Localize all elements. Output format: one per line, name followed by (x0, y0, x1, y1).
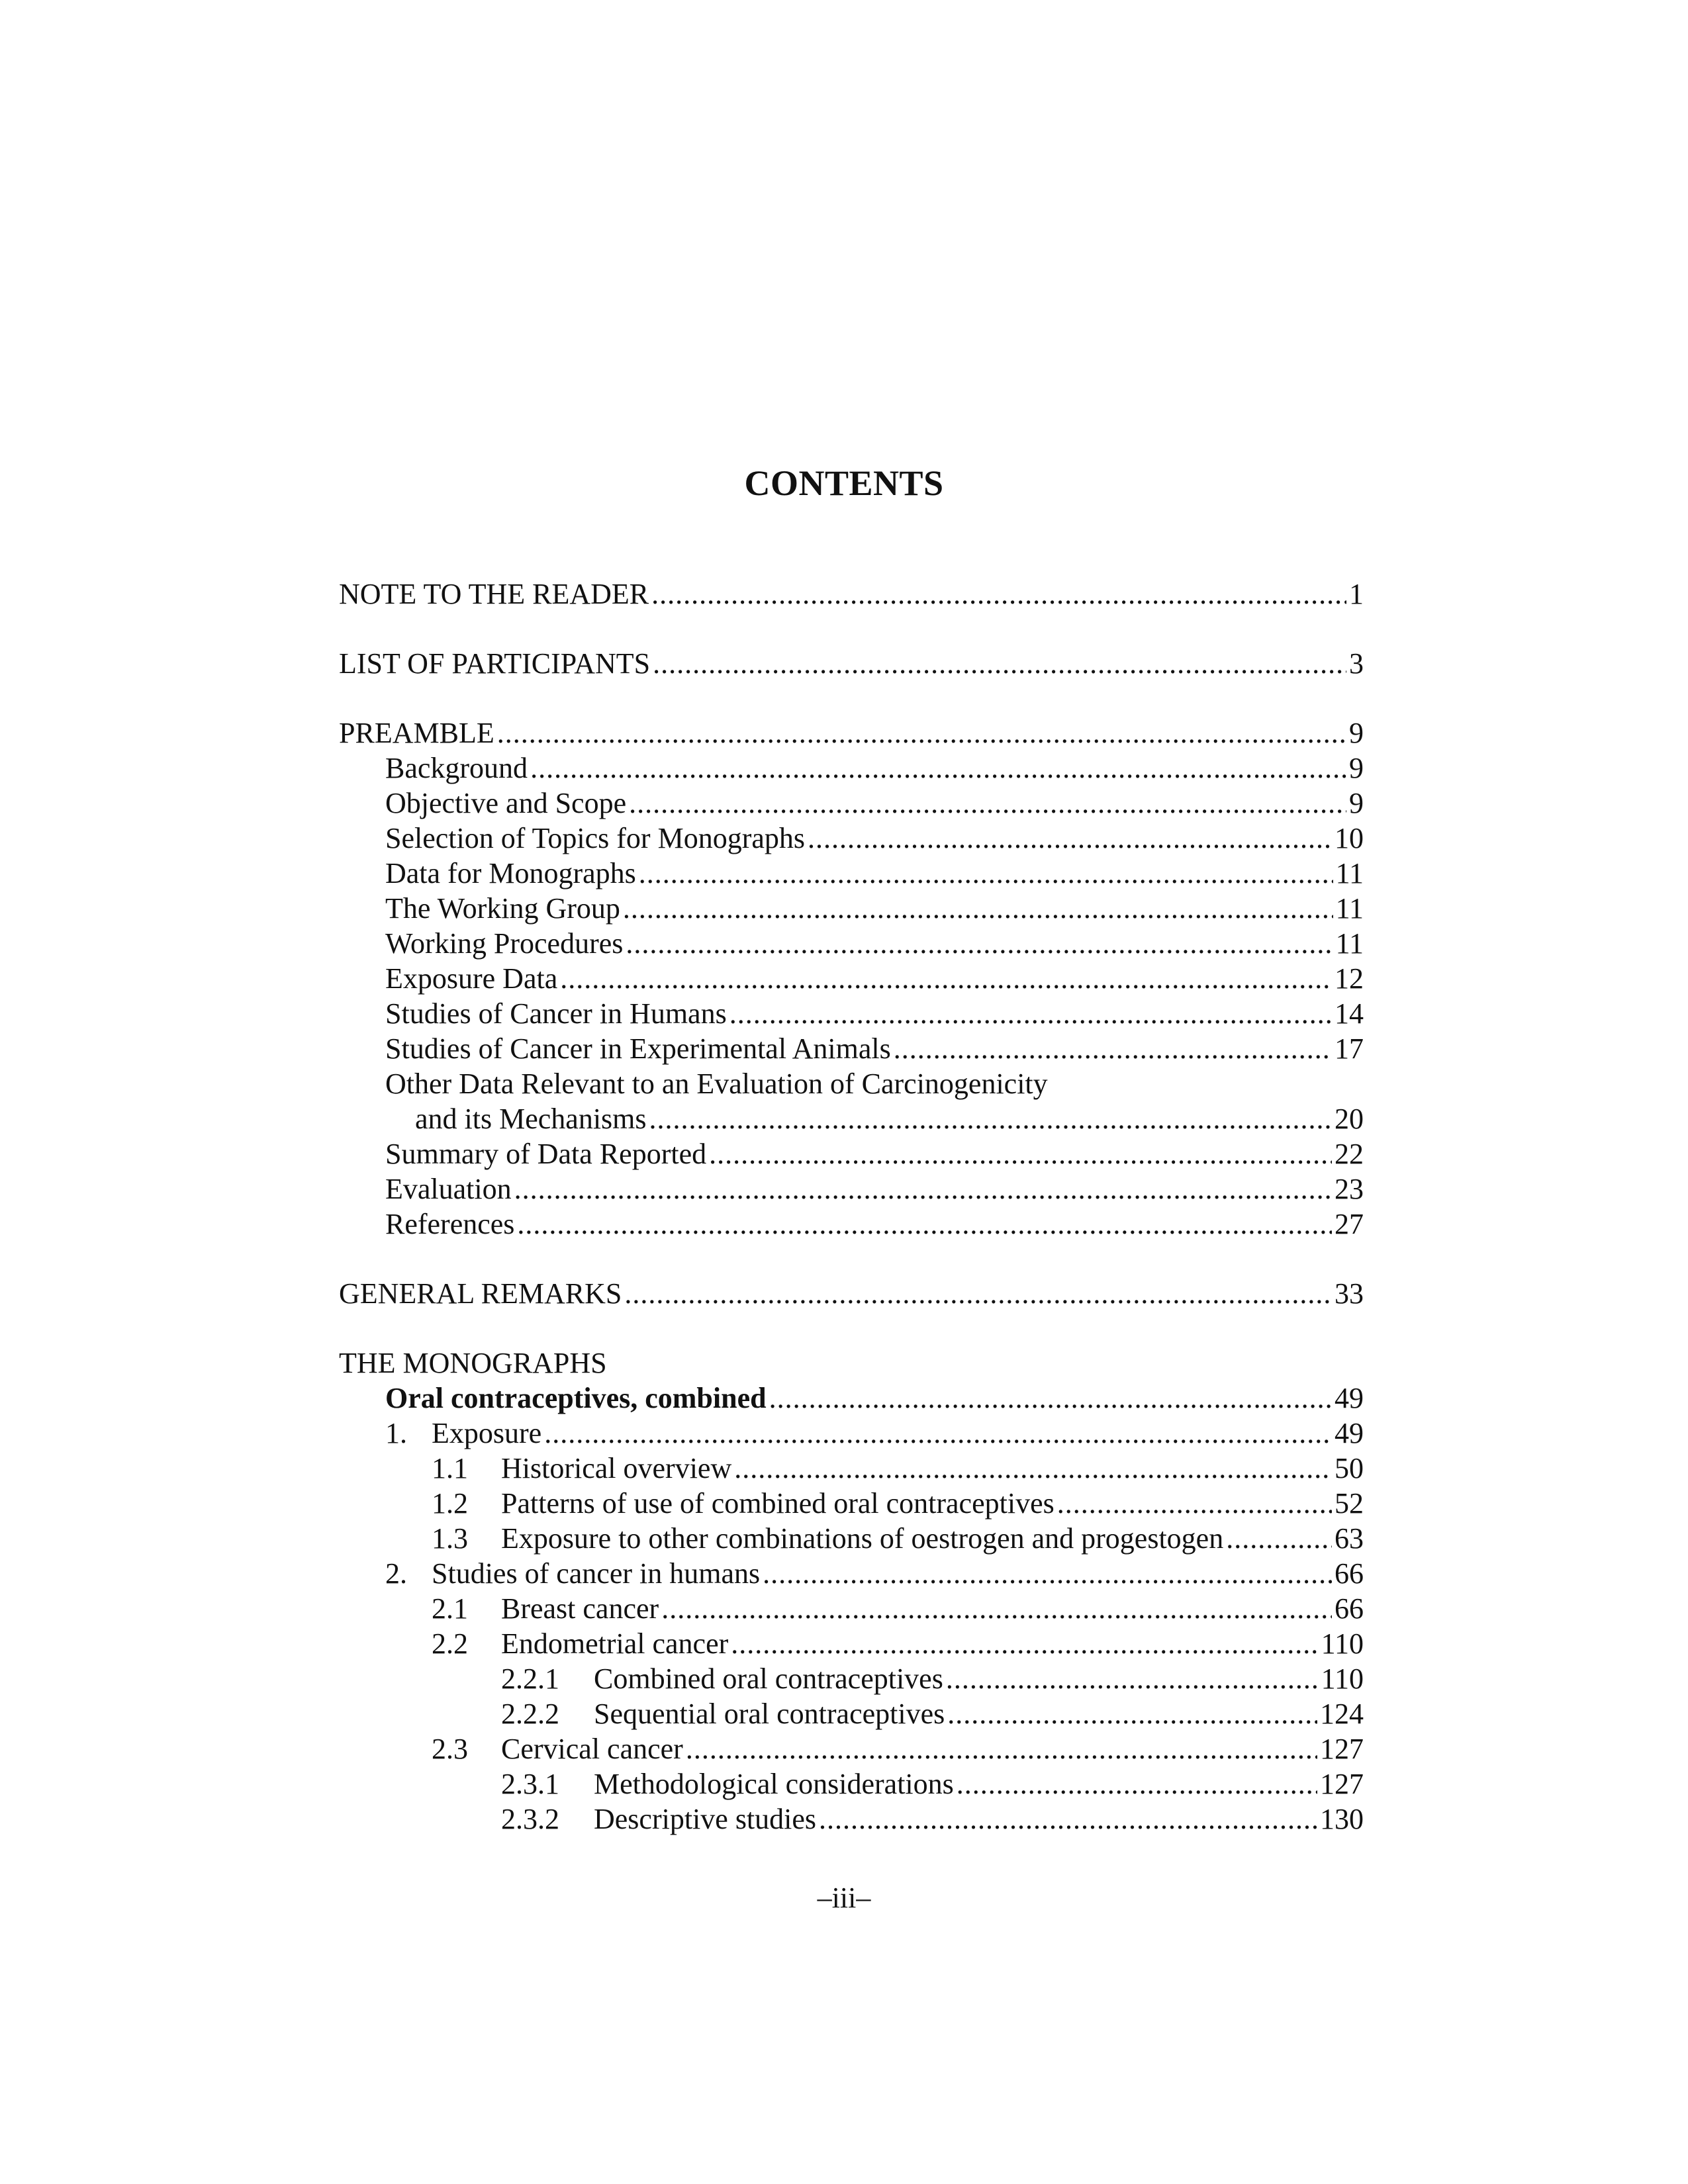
toc-entry-note-to-reader[interactable] (339, 576, 1364, 613)
toc-entry-number: 2.2.1 (501, 1662, 559, 1695)
toc-entry-label: Data for Monographs (385, 857, 636, 889)
toc-entry-page: 66 (1335, 1557, 1364, 1590)
toc-entry-label: References (385, 1208, 515, 1240)
toc-entry-label: The Working Group (385, 892, 620, 925)
toc-entry-list-of-participants[interactable] (339, 645, 1364, 682)
toc-entry-number: 2.3.1 (501, 1768, 559, 1800)
toc-entry-label: Descriptive studies (594, 1803, 817, 1835)
page-number-footer: –iii– (817, 1882, 871, 1914)
dot-leader (514, 1171, 1332, 1208)
toc-entry-label: Oral contraceptives, combined (385, 1382, 767, 1414)
toc-entry-label: Methodological considerations (594, 1768, 954, 1800)
dot-leader (653, 645, 1346, 682)
toc-entry-page: 49 (1335, 1417, 1364, 1449)
dot-leader (808, 820, 1332, 857)
dot-leader (734, 1450, 1332, 1487)
toc-entry-label: LIST OF PARTICIPANTS (339, 647, 651, 680)
toc-entry-references[interactable] (385, 1206, 1364, 1243)
toc-entry-oral-contraceptives[interactable] (385, 1380, 1364, 1417)
toc-entry-page: 11 (1335, 892, 1364, 925)
toc-entry-selection-of-topics[interactable] (385, 820, 1364, 857)
toc-entry-label: Background (385, 752, 528, 784)
toc-entry-page: 110 (1321, 1662, 1364, 1695)
dot-leader (686, 1731, 1317, 1768)
toc-entry-label: Studies of Cancer in Experimental Animals (385, 1032, 891, 1065)
toc-entry-page: 12 (1335, 962, 1364, 995)
toc-entry-studies-in-animals[interactable] (385, 1030, 1364, 1068)
toc-entry-page: 1 (1349, 578, 1364, 610)
toc-entry-page: 10 (1335, 822, 1364, 854)
page-title: CONTENTS (744, 463, 944, 503)
dot-leader (544, 1415, 1332, 1452)
dot-leader (626, 925, 1333, 962)
toc-entry-number: 2.2.2 (501, 1698, 559, 1730)
toc-entry-page: 33 (1335, 1277, 1364, 1310)
toc-entry-preamble[interactable] (339, 715, 1364, 752)
toc-entry-1-exposure[interactable] (385, 1415, 1364, 1452)
dot-leader (763, 1555, 1332, 1592)
toc-entry-page: 110 (1321, 1627, 1364, 1660)
toc-entry-1-3[interactable] (432, 1520, 1364, 1557)
dot-leader (651, 576, 1346, 613)
dot-leader (629, 785, 1346, 822)
toc-entry-label: Summary of Data Reported (385, 1138, 707, 1170)
toc-entry-number: 2.3.2 (501, 1803, 559, 1835)
toc-entry-label: Endometrial cancer (501, 1627, 729, 1660)
toc-entry-number: 2.3 (432, 1733, 468, 1765)
toc-entry-page: 9 (1349, 752, 1364, 784)
toc-entry-label: Exposure Data (385, 962, 558, 995)
dot-leader (1226, 1520, 1332, 1557)
dot-leader (649, 1101, 1332, 1138)
toc-entry-objective-and-scope[interactable] (385, 785, 1364, 822)
toc-entry-2-3[interactable] (432, 1731, 1364, 1768)
toc-entry-data-for-monographs[interactable] (385, 855, 1364, 892)
dot-leader (517, 1206, 1332, 1243)
toc-entry-page: 9 (1349, 717, 1364, 749)
toc-entry-page: 9 (1349, 787, 1364, 819)
toc-entry-number: 1. (385, 1417, 407, 1449)
toc-entry-2-2[interactable] (432, 1625, 1364, 1662)
toc-entry-label: Historical overview (501, 1452, 732, 1484)
toc-entry-2-3-2[interactable] (501, 1801, 1364, 1838)
dot-leader (729, 995, 1332, 1032)
toc-entry-page: 3 (1349, 647, 1364, 680)
toc-entry-2-2-1[interactable] (501, 1661, 1364, 1698)
toc-entry-page: 49 (1335, 1382, 1364, 1414)
toc-entry-the-monographs[interactable] (339, 1345, 1364, 1382)
toc-entry-page: 22 (1335, 1138, 1364, 1170)
toc-entry-label: THE MONOGRAPHS (339, 1347, 607, 1379)
dot-leader (731, 1625, 1318, 1662)
toc-entry-working-procedures[interactable] (385, 925, 1364, 962)
toc-entry-page: 124 (1320, 1698, 1364, 1730)
toc-entry-page: 127 (1320, 1768, 1364, 1800)
toc-entry-background[interactable] (385, 750, 1364, 787)
toc-entry-number: 2.2 (432, 1627, 468, 1660)
dot-leader (819, 1801, 1317, 1838)
dot-leader (560, 960, 1332, 997)
toc-entry-summary-of-data[interactable] (385, 1136, 1364, 1173)
dot-leader (709, 1136, 1332, 1173)
toc-entry-label: Studies of cancer in humans (432, 1557, 761, 1590)
toc-entry-page: 20 (1335, 1103, 1364, 1135)
toc-entry-label: GENERAL REMARKS (339, 1277, 622, 1310)
toc-entry-general-remarks[interactable] (339, 1275, 1364, 1312)
toc-entry-1-1[interactable] (432, 1450, 1364, 1487)
toc-entry-label: Working Procedures (385, 927, 624, 960)
toc-entry-page: 17 (1335, 1032, 1364, 1065)
toc-entry-2-1[interactable] (432, 1590, 1364, 1627)
toc-entry-label: Evaluation (385, 1173, 512, 1205)
toc-entry-page: 11 (1335, 927, 1364, 960)
dot-leader (623, 890, 1333, 927)
toc-entry-studies-in-humans[interactable] (385, 995, 1364, 1032)
toc-entry-2-3-1[interactable] (501, 1766, 1364, 1803)
toc-entry-label: Cervical cancer (501, 1733, 683, 1765)
toc-entry-label: Objective and Scope (385, 787, 627, 819)
toc-entry-label: PREAMBLE (339, 717, 494, 749)
toc-entry-page: 63 (1335, 1522, 1364, 1555)
toc-entry-label: Patterns of use of combined oral contraceptives (501, 1487, 1055, 1520)
toc-entry-number: 1.2 (432, 1487, 468, 1520)
toc-entry-label: Studies of Cancer in Humans (385, 997, 727, 1030)
toc-entry-number: 2.1 (432, 1592, 468, 1625)
dot-leader (957, 1766, 1317, 1803)
dot-leader (894, 1030, 1332, 1068)
toc-entry-1-2[interactable] (432, 1485, 1364, 1522)
toc-entry-other-data-line1[interactable] (385, 1066, 1364, 1103)
toc-entry-number: 2. (385, 1557, 407, 1590)
toc-entry-page: 23 (1335, 1173, 1364, 1205)
toc-entry-page: 11 (1335, 857, 1364, 889)
toc-entry-label: and its Mechanisms (415, 1103, 647, 1135)
dot-leader (639, 855, 1333, 892)
toc-entry-label: Selection of Topics for Monographs (385, 822, 806, 854)
dot-leader (624, 1275, 1332, 1312)
toc-entry-number: 1.3 (432, 1522, 468, 1555)
dot-leader (530, 750, 1346, 787)
toc-entry-label: Exposure (432, 1417, 542, 1449)
toc-entry-page: 50 (1335, 1452, 1364, 1484)
toc-entry-working-group[interactable] (385, 890, 1364, 927)
dot-leader (1057, 1485, 1332, 1522)
toc-entry-label: Sequential oral contraceptives (594, 1698, 945, 1730)
toc-entry-2-studies[interactable] (385, 1555, 1364, 1592)
dot-leader (497, 715, 1346, 752)
toc-entry-label: NOTE TO THE READER (339, 578, 649, 610)
toc-entry-number: 1.1 (432, 1452, 468, 1484)
toc-entry-page: 66 (1335, 1592, 1364, 1625)
toc-entry-page: 27 (1335, 1208, 1364, 1240)
toc-entry-2-2-2[interactable] (501, 1696, 1364, 1733)
toc-entry-label: Breast cancer (501, 1592, 659, 1625)
toc-entry-label: Exposure to other combinations of oestrogen and progestogen (501, 1522, 1224, 1555)
toc-entry-page: 127 (1320, 1733, 1364, 1765)
toc-entry-exposure-data[interactable] (385, 960, 1364, 997)
toc-entry-evaluation[interactable] (385, 1171, 1364, 1208)
dot-leader (769, 1380, 1332, 1417)
dot-leader (947, 1696, 1317, 1733)
dot-leader (661, 1590, 1332, 1627)
dot-leader (946, 1661, 1319, 1698)
toc-entry-other-data-line2[interactable] (415, 1101, 1364, 1138)
toc-entry-label: Combined oral contraceptives (594, 1662, 943, 1695)
toc-entry-label: Other Data Relevant to an Evaluation of Carcinogenicity (385, 1068, 1048, 1100)
toc-entry-page: 130 (1320, 1803, 1364, 1835)
toc-entry-page: 52 (1335, 1487, 1364, 1520)
toc-entry-page: 14 (1335, 997, 1364, 1030)
